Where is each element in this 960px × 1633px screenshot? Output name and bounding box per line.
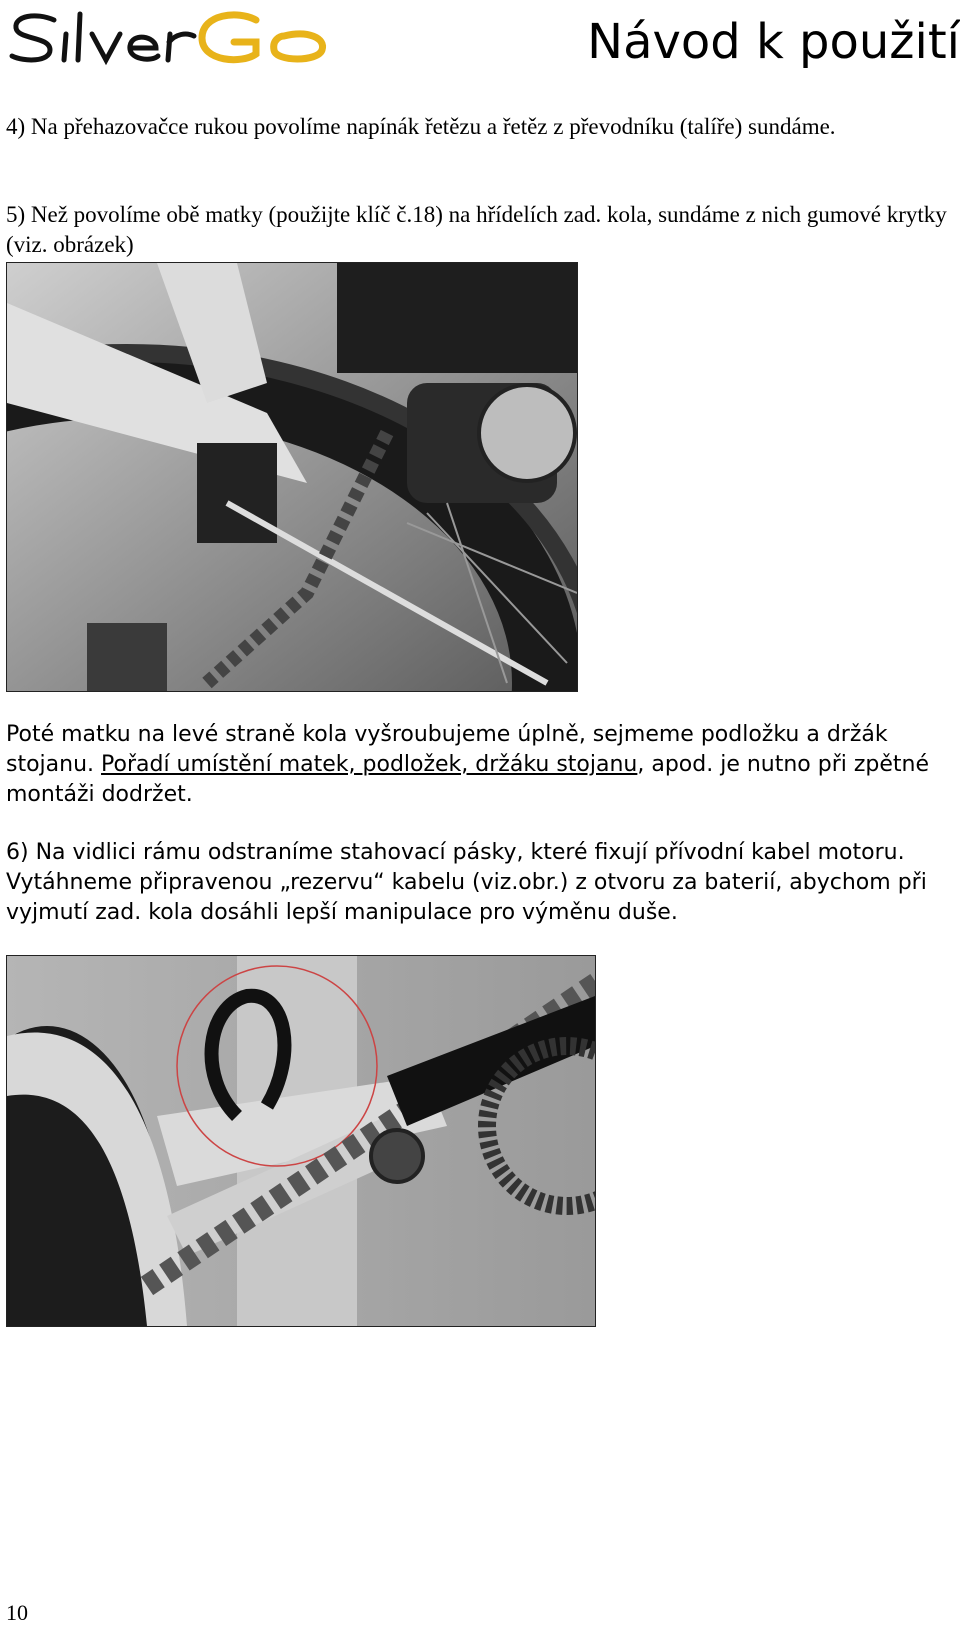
paragraph-step-5: 5) Než povolíme obě matky (použijte klíč č.18) na hřídelích zad. kola, sundáme z nich gumové krytky (viz. obrázek) xyxy=(6,202,947,257)
paragraph-after-photo-1 xyxy=(6,720,951,810)
text-remove-nut: Poté matku na levé straně kola vyšroubujeme úplně, sejmeme podložku a držák stojanu. xyxy=(6,722,888,777)
photo-rear-wheel-hub xyxy=(6,262,578,692)
text-order-continued: , apod. je nutno při zpětné montáži dodržet. xyxy=(6,752,930,807)
paragraph-step-4: 4) Na přehazovačce rukou povolíme napínák řetězu a řetěz z převodníku (talíře) sundáme. xyxy=(6,114,836,139)
document-title: Návod k použití xyxy=(587,14,960,70)
silvergo-logo xyxy=(6,6,336,66)
page-number: 10 xyxy=(6,1600,28,1625)
paragraph-step-6: 6) Na vidlici rámu odstraníme stahovací pásky, které fixují přívodní kabel motoru. Vytáhneme připravenou „rezervu“ kabelu (viz.obr.) z otvoru za baterií, abychom při vyjmutí zad. kola dosáhli lepší manipulace pro výměnu duše. xyxy=(6,840,927,925)
text-order-underlined: Pořadí umístění matek, podložek, držáku stojanu xyxy=(101,752,638,777)
photo-frame-cable xyxy=(6,955,596,1327)
